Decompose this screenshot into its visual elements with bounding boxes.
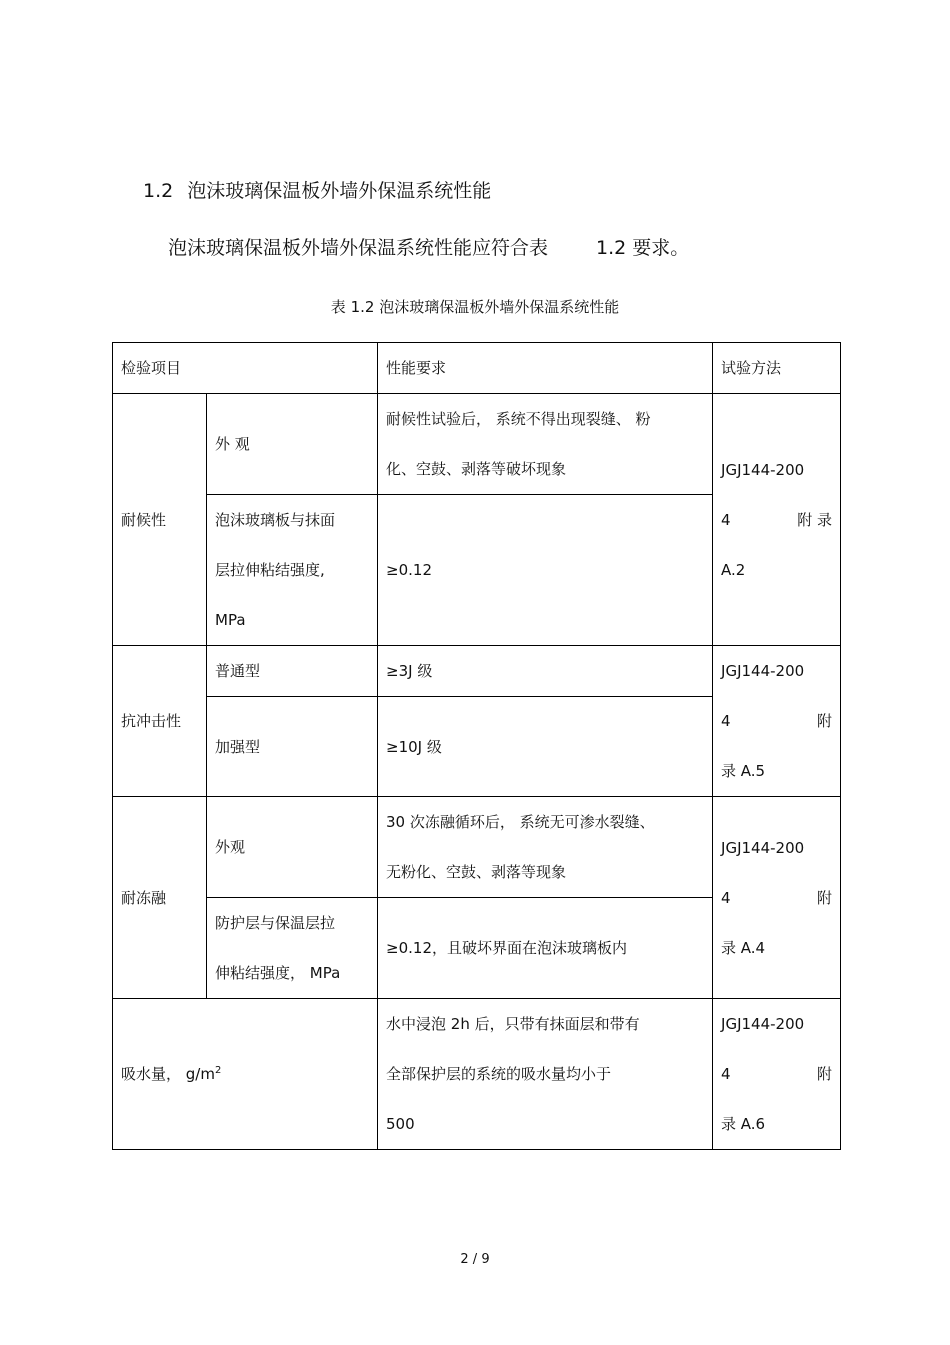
freeze-sub2-line1: 防护层与保温层拉 bbox=[215, 914, 336, 932]
water-label-text: 吸水量， g/m bbox=[121, 1065, 215, 1083]
freeze-sub2 bbox=[207, 898, 378, 999]
weather-method-line2 bbox=[721, 495, 832, 545]
section-heading bbox=[143, 176, 491, 203]
impact-req1: ≥3J 级 bbox=[378, 646, 713, 697]
weather-sub2-line2: 层拉伸粘结强度, bbox=[215, 561, 325, 579]
water-method-line2 bbox=[721, 1049, 832, 1099]
impact-method-line1: JGJ144-200 bbox=[721, 662, 805, 680]
table-row bbox=[113, 999, 841, 1150]
water-label bbox=[113, 999, 378, 1150]
weather-req2: ≥0.12 bbox=[378, 495, 713, 646]
table-header-row bbox=[113, 343, 841, 394]
freeze-req2: ≥0.12，且破坏界面在泡沫玻璃板内 bbox=[378, 898, 713, 999]
freeze-req1-line2: 无粉化、空鼓、剥落等现象 bbox=[386, 863, 567, 881]
table-row bbox=[113, 646, 841, 697]
water-method-line3: 录 A.6 bbox=[721, 1115, 766, 1133]
freeze-req1 bbox=[378, 797, 713, 898]
impact-method-line2a: 4 bbox=[721, 712, 731, 730]
freeze-sub2-line2: 伸粘结强度， MPa bbox=[215, 964, 341, 982]
water-req-line3: 500 bbox=[386, 1115, 415, 1133]
impact-sub1: 普通型 bbox=[207, 646, 378, 697]
water-method-line1: JGJ144-200 bbox=[721, 1015, 805, 1033]
water-req-line2: 全部保护层的系统的吸水量均小于 bbox=[386, 1065, 612, 1083]
section-title: 泡沫玻璃保温板外墙外保温系统性能 bbox=[187, 180, 492, 202]
water-method bbox=[713, 999, 841, 1150]
water-label-sup: 2 bbox=[214, 1065, 222, 1076]
impact-method-line2 bbox=[721, 696, 832, 746]
weather-req1-line1: 耐候性试验后， 系统不得出现裂缝、 粉 bbox=[386, 410, 651, 428]
weather-sub2-line3: MPa bbox=[215, 611, 246, 629]
weather-method-line2b: 附 录 bbox=[797, 510, 833, 529]
weather-sub1: 外 观 bbox=[207, 394, 378, 495]
freeze-method-line2b: 附 bbox=[817, 888, 833, 907]
impact-method bbox=[713, 646, 841, 797]
header-requirement: 性能要求 bbox=[378, 343, 713, 394]
page-number: 2 / 9 bbox=[460, 1252, 490, 1267]
freeze-method bbox=[713, 797, 841, 999]
weather-sub2 bbox=[207, 495, 378, 646]
table-row bbox=[113, 394, 841, 495]
freeze-method-line1: JGJ144-200 bbox=[721, 838, 805, 857]
impact-sub2: 加强型 bbox=[207, 697, 378, 797]
weather-method bbox=[713, 394, 841, 646]
table-caption: 表 1.2 泡沫玻璃保温板外墙外保温系统性能 bbox=[330, 298, 620, 316]
weather-sub2-line1: 泡沫玻璃板与抹面 bbox=[215, 511, 336, 529]
water-method-line2b: 附 bbox=[817, 1065, 833, 1083]
freeze-sub1: 外观 bbox=[207, 797, 378, 898]
performance-table bbox=[112, 342, 841, 1150]
water-method-line2a: 4 bbox=[721, 1065, 731, 1083]
intro-table-ref: 1.2 要求。 bbox=[596, 237, 690, 259]
impact-method-line2b: 附 bbox=[817, 712, 833, 730]
water-req bbox=[378, 999, 713, 1150]
freeze-method-line2a: 4 bbox=[721, 888, 731, 907]
freeze-label: 耐冻融 bbox=[113, 797, 207, 999]
water-req-line1: 水中浸泡 2h 后，只带有抹面层和带有 bbox=[386, 1015, 640, 1033]
freeze-method-line2 bbox=[721, 873, 832, 923]
freeze-req1-line1: 30 次冻融循环后， 系统无可渗水裂缝、 bbox=[386, 813, 655, 831]
weather-label: 耐候性 bbox=[113, 394, 207, 646]
impact-method-line3: 录 A.5 bbox=[721, 762, 766, 780]
weather-method-line3: A.2 bbox=[721, 560, 746, 579]
weather-method-line2a: 4 bbox=[721, 510, 731, 529]
intro-paragraph bbox=[168, 233, 689, 260]
impact-req2: ≥10J 级 bbox=[378, 697, 713, 797]
weather-req1-line2: 化、空鼓、剥落等破坏现象 bbox=[386, 460, 567, 478]
header-item: 检验项目 bbox=[113, 343, 378, 394]
header-method: 试验方法 bbox=[713, 343, 841, 394]
weather-req1 bbox=[378, 394, 713, 495]
impact-label: 抗冲击性 bbox=[113, 646, 207, 797]
intro-text: 泡沫玻璃保温板外墙外保温系统性能应符合表 bbox=[168, 237, 549, 259]
weather-method-line1: JGJ144-200 bbox=[721, 460, 805, 479]
freeze-method-line3: 录 A.4 bbox=[721, 938, 766, 957]
table-row bbox=[113, 797, 841, 898]
section-number: 1.2 bbox=[143, 180, 174, 202]
